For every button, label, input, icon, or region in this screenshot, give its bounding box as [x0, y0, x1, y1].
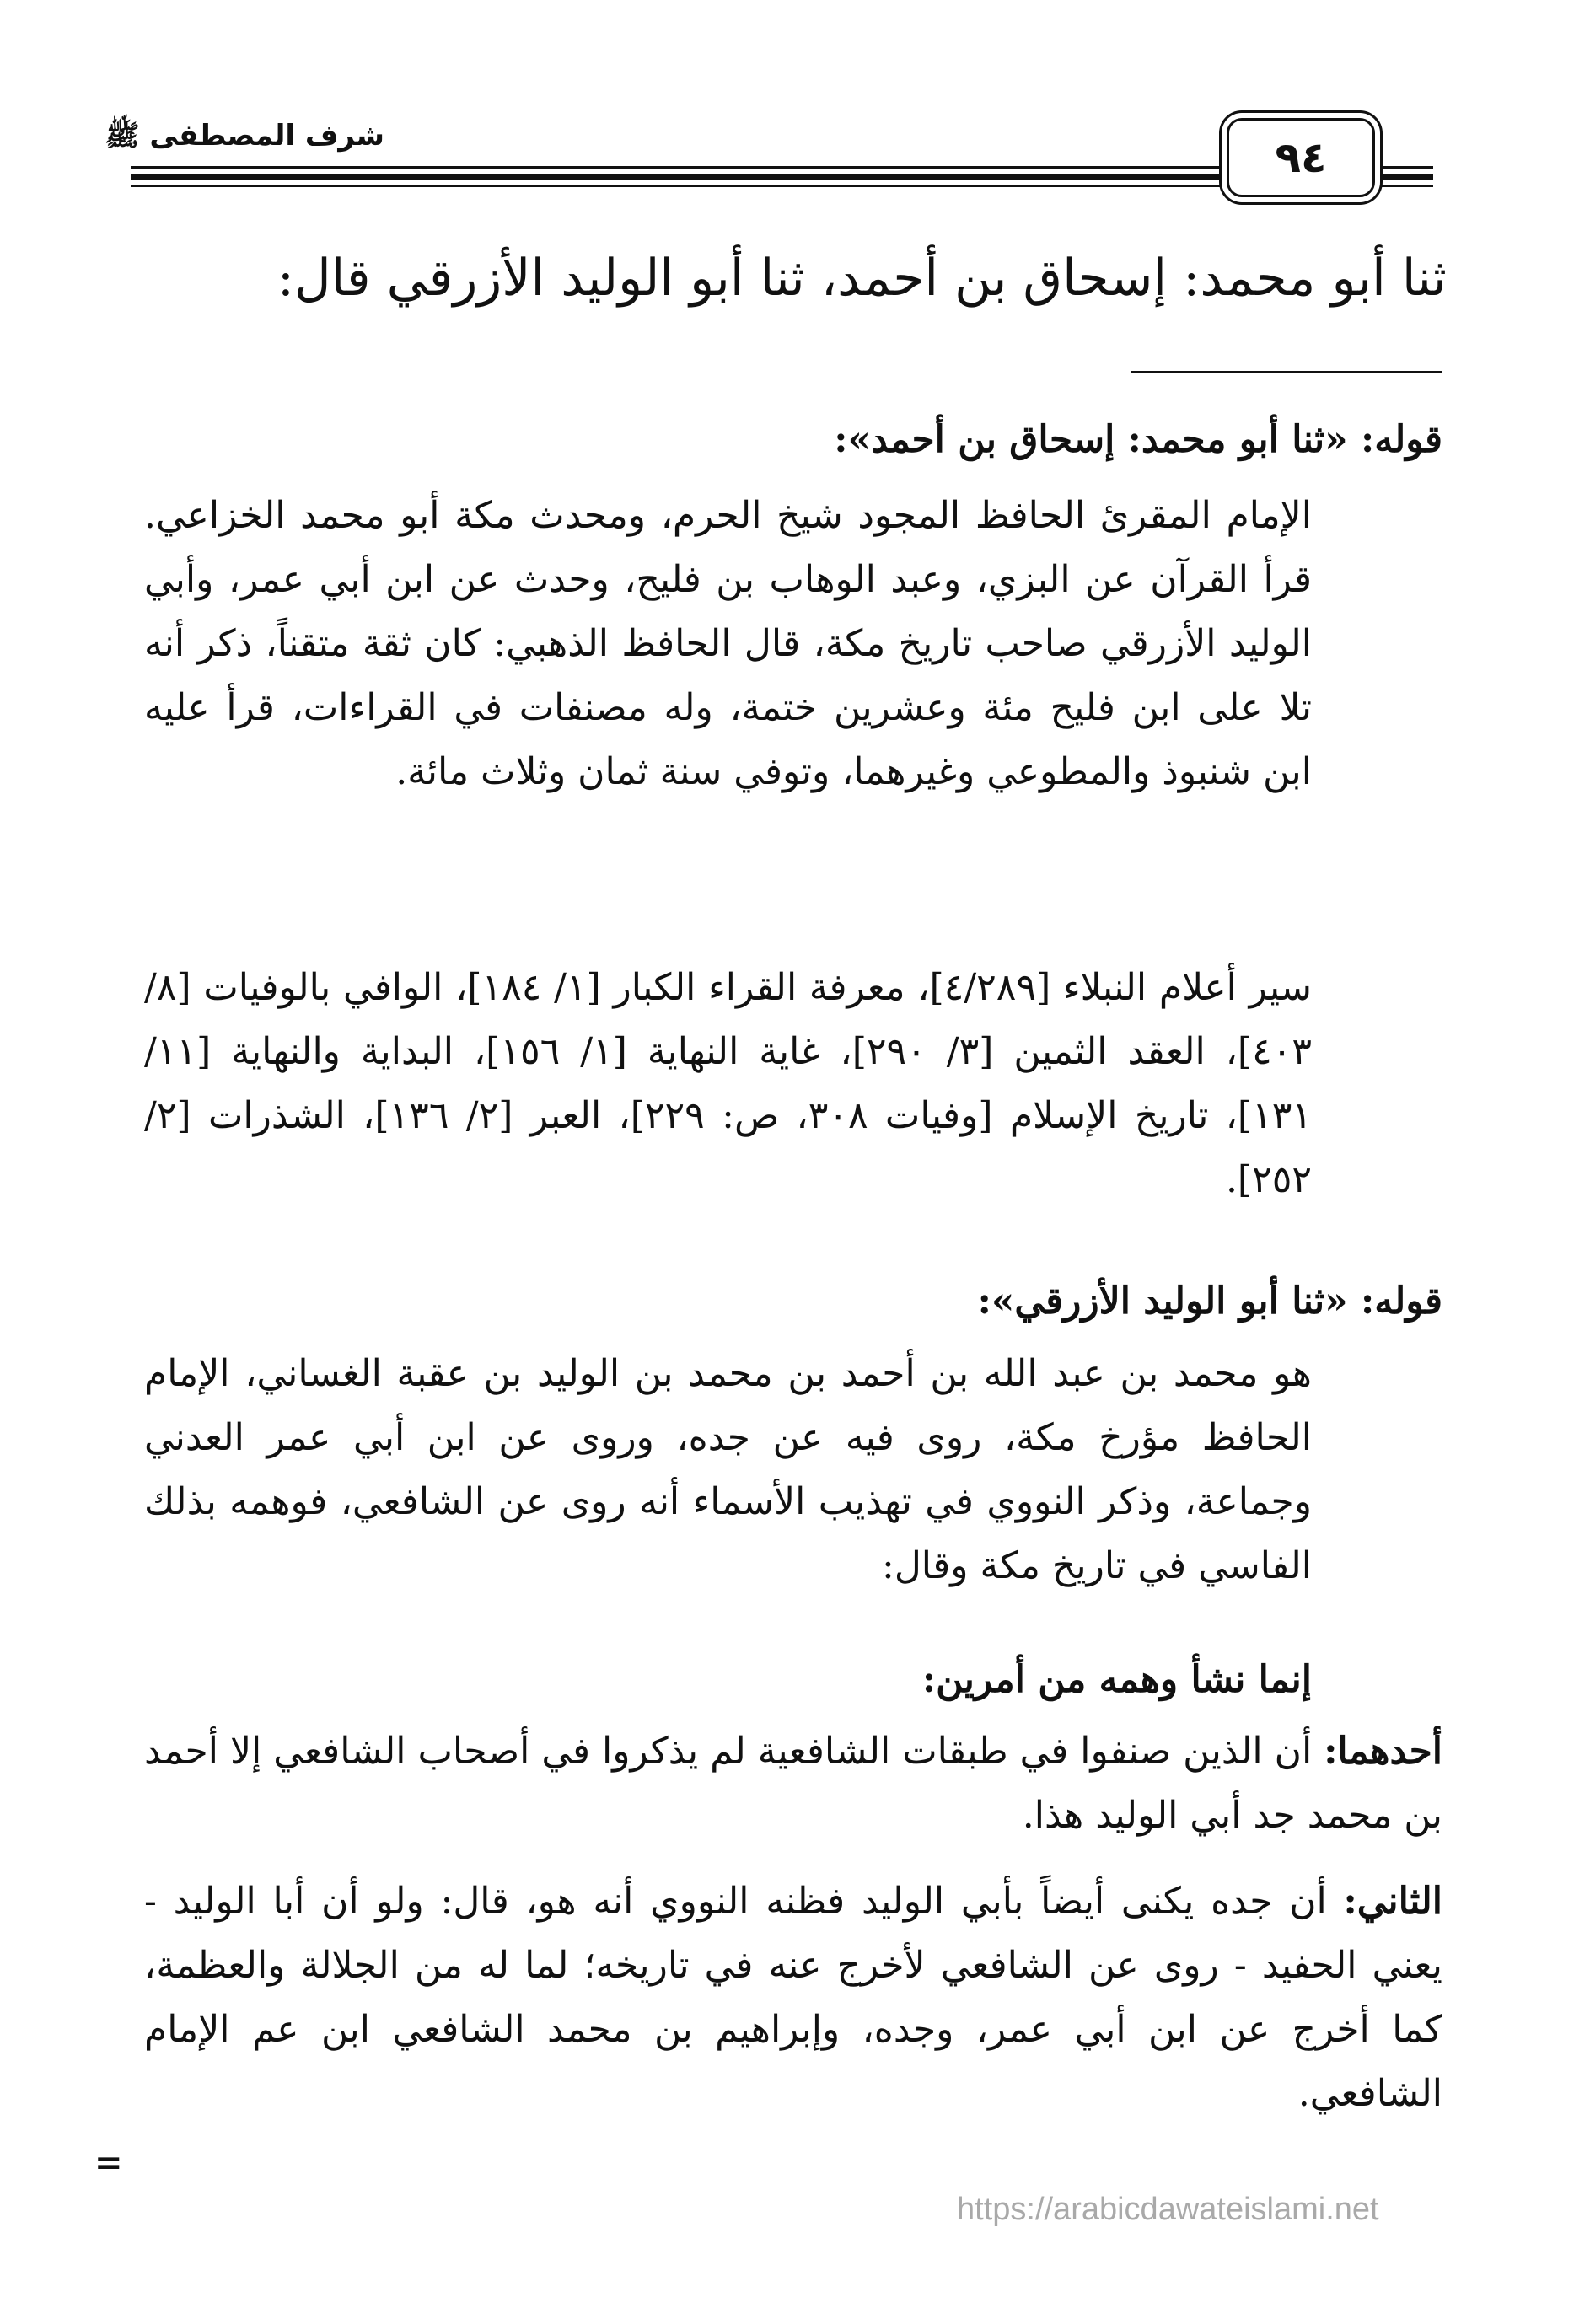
note-label: قوله:	[1360, 1280, 1442, 1323]
reason-two-label: الثاني:	[1343, 1880, 1442, 1923]
note-quote: «ثنا أبو محمد: إسحاق بن أحمد»:	[834, 418, 1348, 461]
reason-one	[144, 1720, 1442, 1848]
reason-one-label: أحدهما:	[1324, 1730, 1442, 1773]
note-label: قوله:	[1360, 418, 1442, 461]
footnote-separator	[1131, 371, 1442, 373]
watermark-url: https://arabicdawateislami.net	[957, 2192, 1379, 2227]
note-heading	[834, 408, 1442, 472]
reason-two-text: أن جده يكنى أيضاً بأبي الوليد فظنه النووي أنه هو، قال: ولو أن أبا الوليد - يعني الحفيد - روى عن الشافعي لأخرج عنه في تاريخه؛ لما له من الجلالة والعظمة، كما أخرج عن ابن أبي عمر، وجده، وإبراهيم بن محمد الشافعي ابن عم الإمام الشافعي.	[144, 1880, 1442, 2115]
note-heading	[978, 1269, 1442, 1334]
note-biography: الإمام المقرئ الحافظ المجود شيخ الحرم، ومحدث مكة أبو محمد الخزاعي. قرأ القرآن عن البزي، وعبد الوهاب بن فليح، وحدث عن ابن أبي عمر، وأبي الوليد الأزرقي صاحب تاريخ مكة، قال الحافظ الذهبي: كان ثقة متقناً، ذكر أنه تلا على ابن فليح مئة وعشرين ختمة، وله مصنفات في القراءات، قرأ عليه ابن شنبوذ والمطوعي وغيرهما، وتوفي سنة ثمان وثلاث مائة.	[144, 494, 1312, 793]
continuation-mark: =	[94, 2144, 123, 2182]
reason-two	[144, 1870, 1442, 2126]
note-quote: «ثنا أبو الوليد الأزرقي»:	[977, 1280, 1348, 1323]
note-subheading: إنما نشأ وهمه من أمرين:	[921, 1658, 1312, 1701]
page-number-frame	[1227, 118, 1375, 197]
reason-one-text: أن الذين صنفوا في طبقات الشافعية لم يذكروا في أصحاب الشافعي إلا أحمد بن محمد جد أبي الوليد هذا.	[144, 1730, 1442, 1837]
running-book-title: شرف المصطفى ﷺ	[105, 119, 384, 153]
note-biography: هو محمد بن عبد الله بن أحمد بن محمد بن الوليد بن عقبة الغساني، الإمام الحافظ مؤرخ مكة، روى فيه عن جده، وروى عن ابن أبي عمر العدني وجماعة، وذكر النووي في تهذيب الأسماء أنه روى عن الشافعي، فوهمه بذلك الفاسي في تاريخ مكة وقال:	[144, 1352, 1312, 1587]
note-sources: سير أعلام النبلاء [٤/٢٨٩]، معرفة القراء الكبار [١/ ١٨٤]، الوافي بالوفيات [٨/ ٤٠٣]، العقد الثمين [٣/ ٢٩٠]، غاية النهاية [١/ ١٥٦]، البداية والنهاية [١١/ ١٣١]، تاريخ الإسلام [وفيات ٣٠٨، ص: ٢٢٩]، العبر [٢/ ١٣٦]، الشذرات [٢/ ٢٥٢].	[144, 966, 1312, 1201]
main-text: ثنا أبو محمد: إسحاق بن أحمد، ثنا أبو الوليد الأزرقي قال:	[277, 249, 1447, 308]
page-number: ٩٤	[1275, 133, 1327, 182]
